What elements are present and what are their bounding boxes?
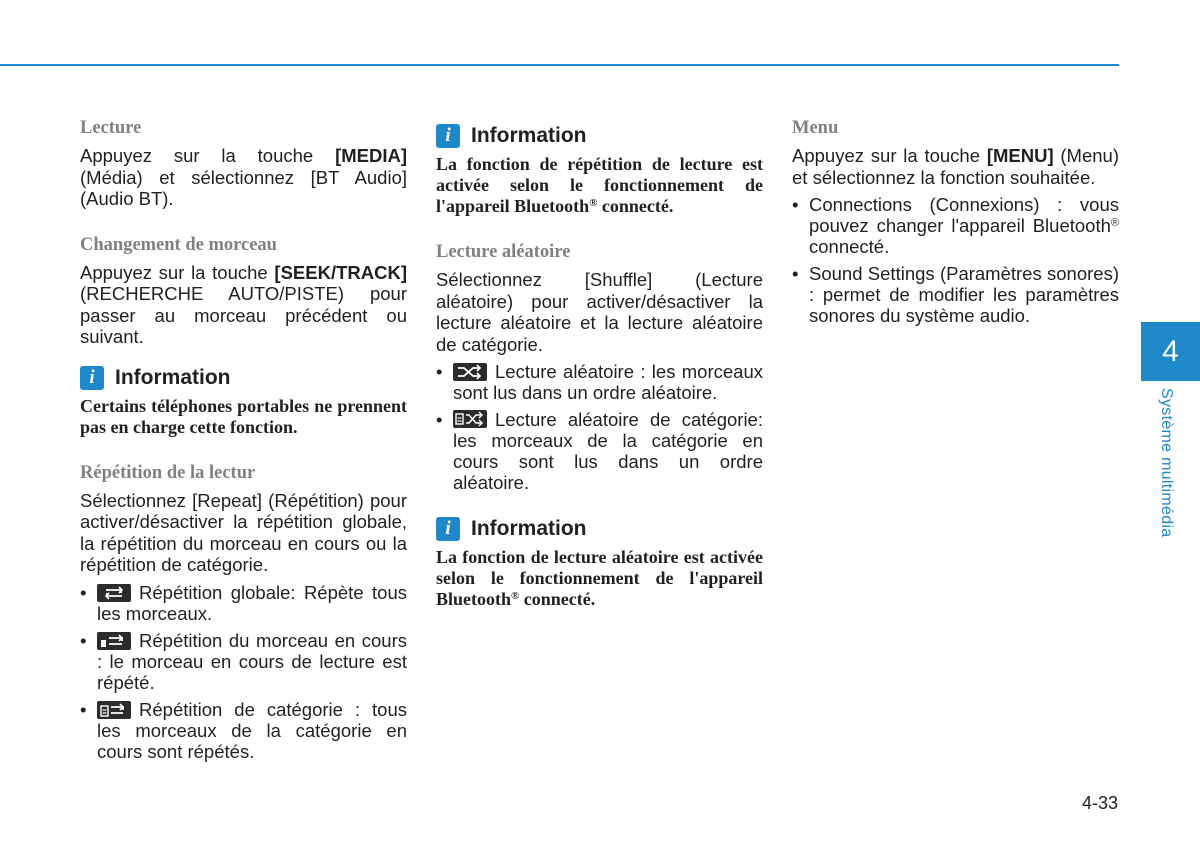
repetition-list (80, 582, 407, 762)
menu-text-b: (Menu) et sélectionnez la fonction souhaitée. (792, 145, 1119, 188)
top-rule (0, 64, 1119, 66)
bullet-text: Lecture aléatoire : les morceaux sont lus dans un ordre aléatoire. (453, 361, 763, 403)
bullet: • (436, 409, 443, 430)
shuffle-category-icon (453, 410, 487, 428)
info-icon: i (436, 517, 460, 541)
aleatoire-text: Sélectionnez [Shuffle] (Lecture aléatoire) pour activer/désactiver la lecture aléatoire et la lecture aléatoire de catégorie. (436, 269, 763, 355)
column-1 (80, 117, 407, 768)
menu-list (792, 194, 1119, 326)
heading-lecture: Lecture (80, 118, 142, 138)
info-box-2 (436, 124, 763, 148)
bullet: • (80, 629, 87, 651)
page-number: 4-33 (1081, 793, 1118, 813)
bullet-text: Connections (Connexions) : vous pouvez changer l'appareil Bluetooth (809, 194, 1119, 236)
registered-mark: ® (511, 590, 520, 602)
bullet: • (436, 361, 443, 382)
lecture-text-b: (Média) et sélectionnez [BT Audio] (Audio BT). (80, 166, 407, 209)
menu-text (792, 145, 1119, 188)
list-item (792, 263, 1119, 326)
info-box-1 (80, 366, 407, 390)
heading-repetition: Répétition de la lectur (80, 462, 256, 483)
registered-mark: ® (589, 197, 598, 209)
info-title: Information (471, 124, 587, 147)
column-2 (436, 124, 763, 610)
changement-text (80, 262, 407, 348)
list-item (80, 699, 407, 762)
bullet-text: connecté. (809, 236, 890, 257)
bullet-text: Lecture aléatoire de catégorie: les morceaux de la catégorie en cours sont lus dans un ordre aléatoire. (453, 409, 763, 493)
info-title: Information (471, 517, 587, 540)
repetition-text: Sélectionnez [Repeat] (Répétition) pour activer/désactiver la répétition globale, la répétition du morceau en cours ou la répétition de catégorie. (80, 489, 407, 575)
list-item (436, 409, 763, 493)
bullet-text: Répétition du morceau en cours : le morceau en cours de lecture est répété. (97, 629, 407, 693)
info-text-2b: connecté. (597, 196, 674, 216)
info-text-1: Certains téléphones portables ne prennent pas en charge cette fonction. (80, 395, 407, 437)
heading-changement: Changement de morceau (80, 234, 277, 255)
bullet: • (792, 263, 799, 284)
chapter-tab: 4 (1141, 322, 1200, 381)
changement-text-b: (RECHERCHE AUTO/PISTE) pour passer au morceau précédent ou suivant. (80, 283, 407, 347)
chapter-label: Système multimédia (1158, 388, 1175, 538)
info-text-2 (436, 154, 763, 217)
heading-aleatoire: Lecture aléatoire (436, 242, 571, 262)
heading-menu: Menu (792, 118, 839, 138)
bullet-text: Sound Settings (Paramètres sonores) : permet de modifier les paramètres sonores du système audio. (809, 263, 1119, 326)
info-icon: i (80, 366, 104, 390)
menu-key: [MENU] (986, 145, 1054, 166)
bullet-text: Répétition de catégorie : tous les morceaux de la catégorie en cours sont répétés. (97, 698, 407, 762)
info-text-3a: La fonction de lecture aléatoire est activée selon le fonctionnement de l'appareil Bluetooth (436, 547, 763, 609)
repeat-category-icon (97, 701, 131, 719)
repeat-all-icon (97, 584, 131, 602)
aleatoire-list (436, 361, 763, 493)
bullet: • (80, 581, 87, 603)
shuffle-icon (453, 363, 487, 381)
list-item (792, 194, 1119, 257)
info-text-2a: La fonction de répétition de lecture est activée selon le fonctionnement de l'appareil Bluetooth (436, 154, 763, 216)
seek-track-key: [SEEK/TRACK] (274, 261, 407, 283)
bullet-text: Répétition globale: Répète tous les morceaux. (97, 581, 407, 624)
changement-text-a: Appuyez sur la touche (80, 261, 275, 283)
repeat-one-icon (97, 632, 131, 650)
info-text-3 (436, 547, 763, 610)
media-key: [MEDIA] (335, 145, 407, 166)
list-item (80, 630, 407, 693)
list-item (80, 582, 407, 624)
list-item (436, 361, 763, 403)
lecture-text (80, 145, 407, 210)
column-3 (792, 117, 1119, 332)
bullet: • (792, 194, 799, 215)
registered-mark: ® (1110, 217, 1119, 229)
info-icon: i (436, 124, 460, 148)
info-text-3b: connecté. (519, 589, 596, 609)
info-title: Information (115, 365, 231, 389)
bullet: • (80, 698, 87, 720)
menu-text-a: Appuyez sur la touche (792, 145, 987, 166)
lecture-text-a: Appuyez sur la touche (80, 145, 336, 166)
info-box-3 (436, 517, 763, 541)
